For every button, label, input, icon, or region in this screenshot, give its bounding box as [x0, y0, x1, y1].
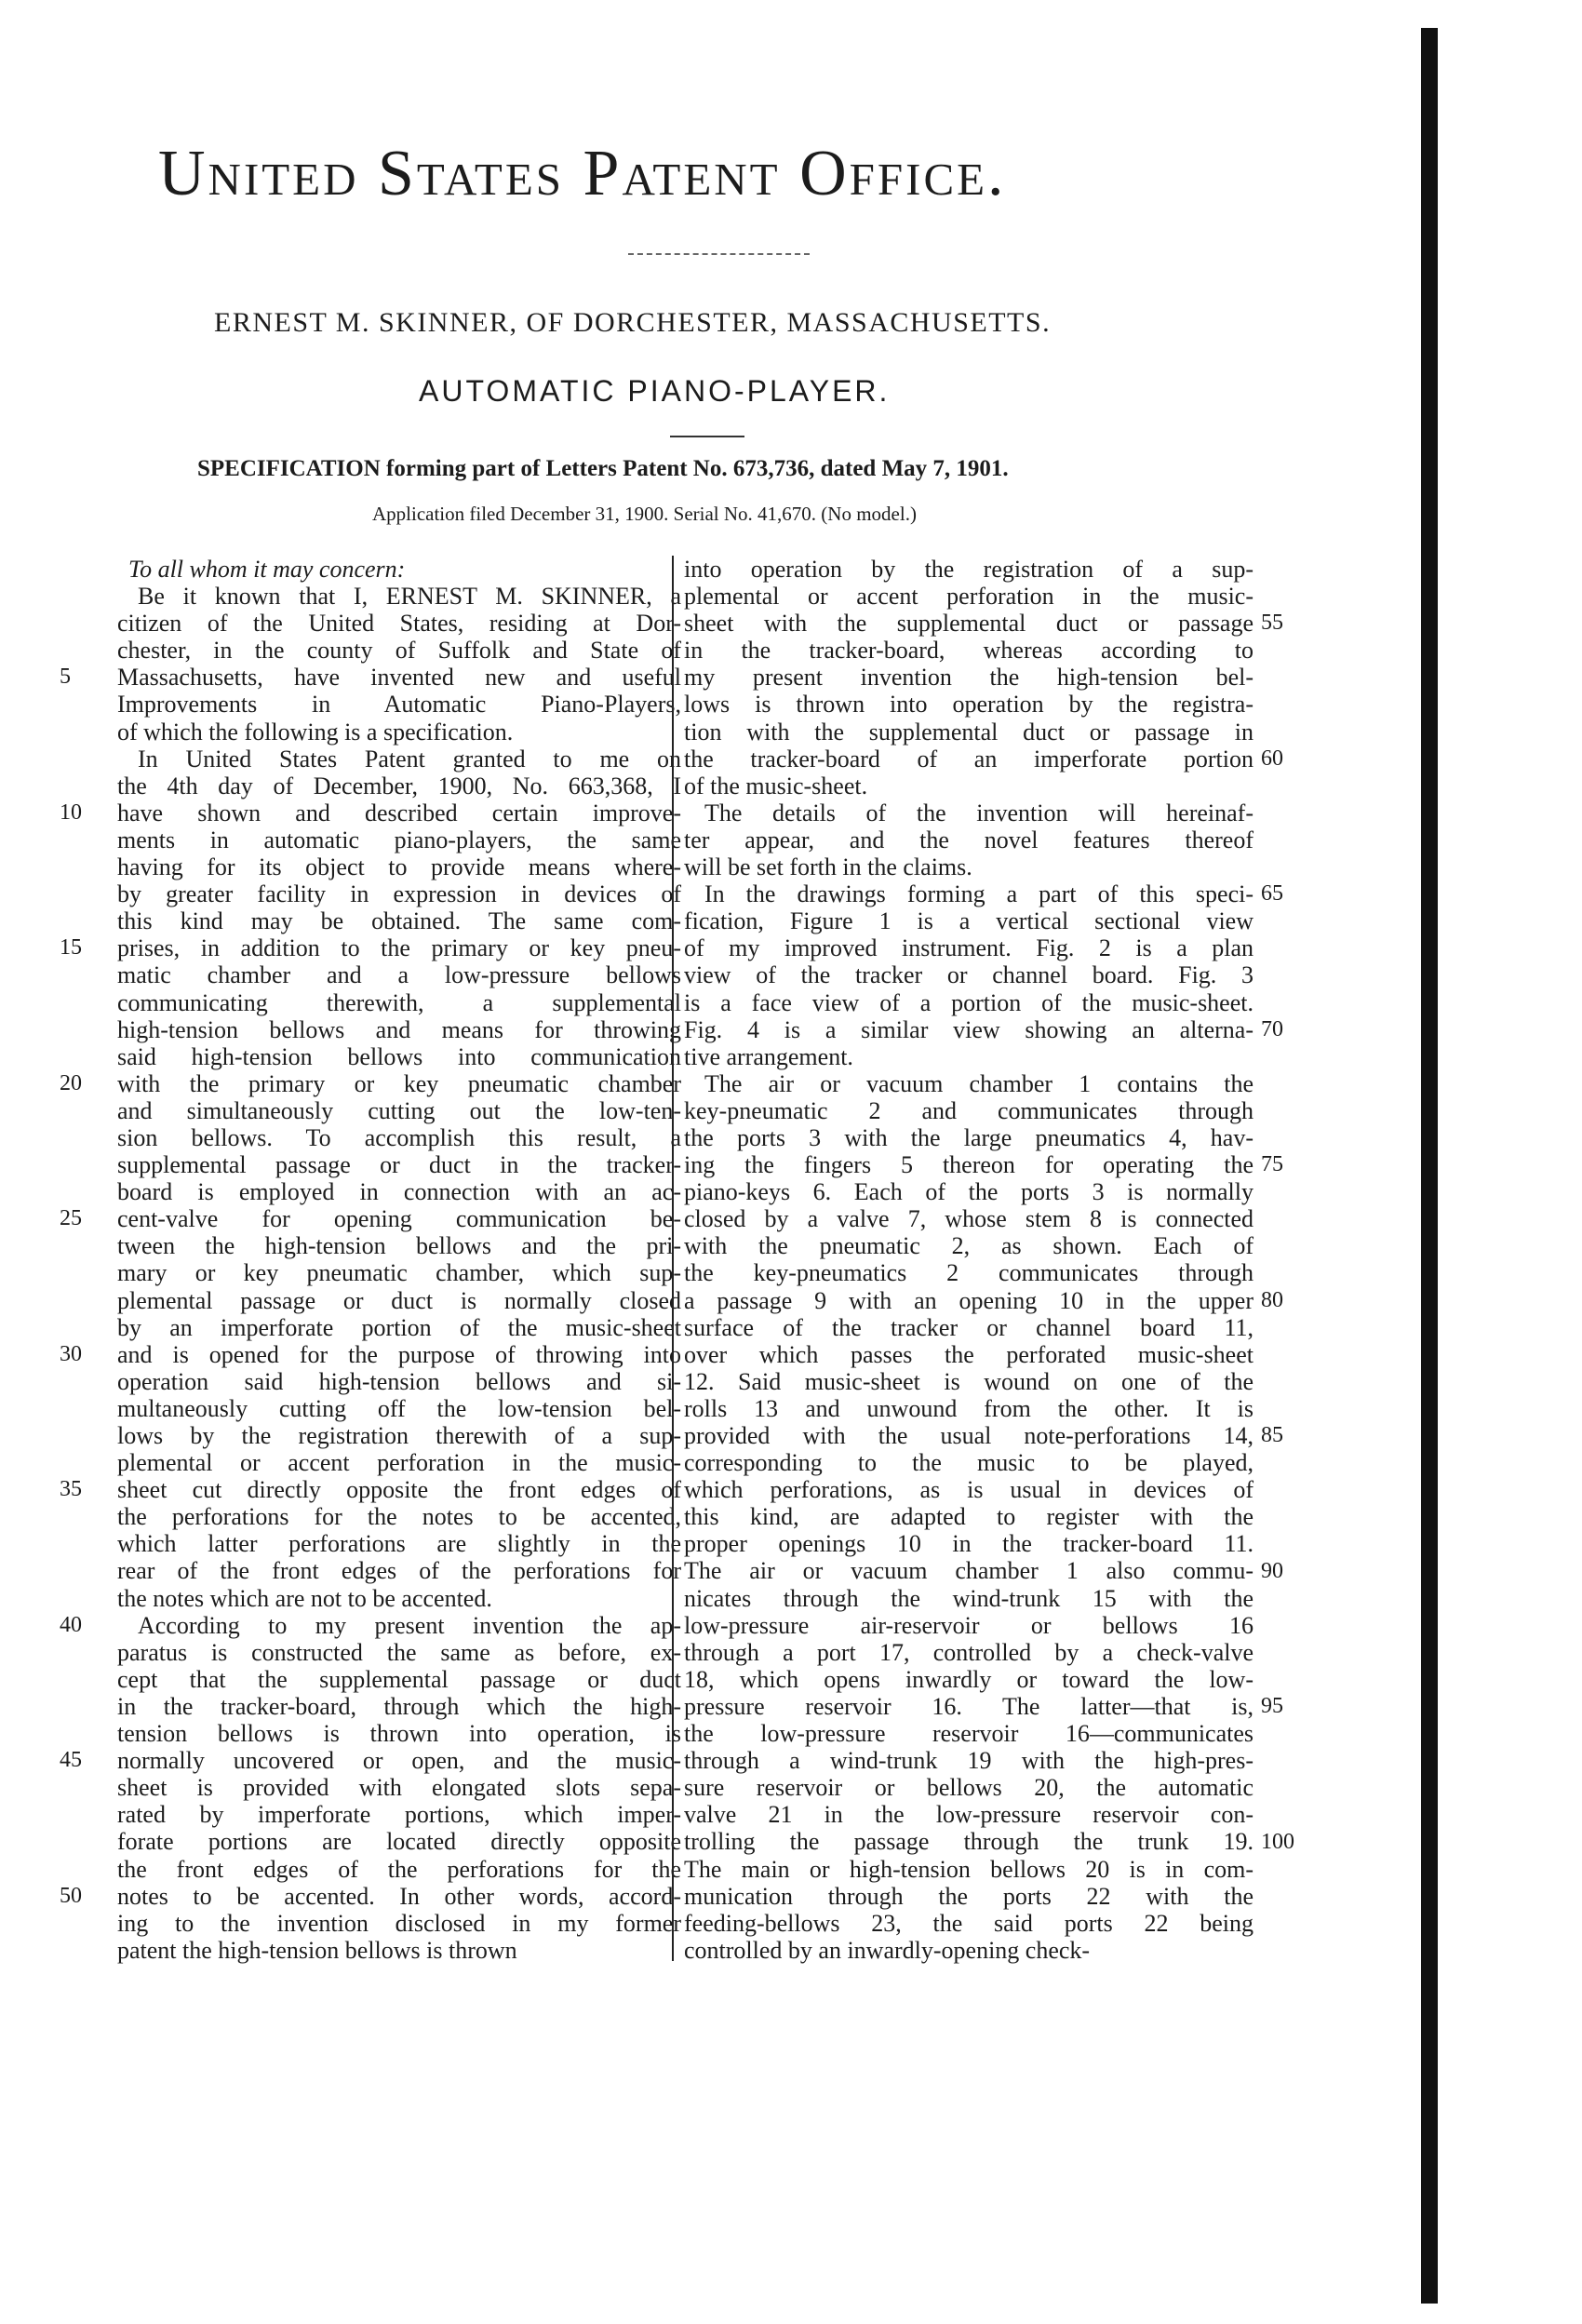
text-line: having for its object to provide means where- [117, 853, 681, 881]
text-line: paratus is constructed the same as before, ex- [117, 1638, 681, 1666]
text-line: cent-valve for opening communication be- [117, 1205, 681, 1233]
text-line: into operation by the registration of a sup- [684, 556, 1254, 583]
text-line: The air or vacuum chamber 1 contains the [704, 1069, 1254, 1097]
text-line: ing to the invention disclosed in my former [117, 1909, 681, 1937]
text-line: and is opened for the purpose of throwing into [117, 1340, 681, 1368]
text-line: operation said high-tension bellows and si- [117, 1367, 681, 1395]
header-divider [670, 436, 744, 437]
text-line: piano-keys 6. Each of the ports 3 is normally [684, 1178, 1254, 1206]
text-line: sheet with the supplemental duct or passage [684, 610, 1254, 638]
text-line: To all whom it may concern: [128, 556, 406, 583]
line-number: 85 [1261, 1423, 1283, 1448]
text-line: through a port 17, controlled by a check-valve [684, 1638, 1254, 1666]
text-line: the perforations for the notes to be accented, [117, 1503, 681, 1531]
text-line: of my improved instrument. Fig. 2 is a plan [684, 934, 1254, 962]
text-line: surface of the tracker or channel board 11, [684, 1313, 1254, 1341]
text-line: According to my present invention the ap- [138, 1611, 681, 1639]
text-line: pressure reservoir 16. The latter—that is, [684, 1692, 1254, 1720]
line-number: 90 [1261, 1558, 1283, 1583]
text-line: fication, Figure 1 is a vertical sectional view [684, 907, 1254, 935]
line-number: 30 [60, 1341, 82, 1366]
text-line: communicating therewith, a supplemental [117, 988, 681, 1016]
text-line: valve 21 in the low-pressure reservoir con- [684, 1801, 1254, 1829]
line-number: 95 [1261, 1694, 1283, 1719]
text-line: notes to be accented. In other words, accord- [117, 1882, 681, 1910]
text-line: tive arrangement. [684, 1042, 853, 1070]
text-line: with the primary or key pneumatic chamber [117, 1069, 681, 1097]
text-line: tion with the supplemental duct or passage in [684, 718, 1254, 746]
text-line: multaneously cutting off the low-tension bel- [117, 1394, 681, 1422]
specification-line: SPECIFICATION forming part of Letters Patent No. 673,736, dated May 7, 1901. [197, 456, 1009, 481]
invention-title: AUTOMATIC PIANO-PLAYER. [419, 374, 891, 408]
text-line: this kind, are adapted to register with the [684, 1503, 1254, 1531]
title-divider [628, 253, 810, 255]
line-number: 55 [1261, 611, 1283, 636]
text-line: sion bellows. To accomplish this result, a [117, 1123, 681, 1151]
text-line: tween the high-tension bellows and the pri- [117, 1232, 681, 1260]
text-line: the low-pressure reservoir 16—communicates [684, 1720, 1254, 1748]
column-divider [672, 556, 674, 1961]
right-text-column [684, 556, 1254, 1964]
text-line: rear of the front edges of the perforations for [117, 1557, 681, 1585]
text-line: 18, which opens inwardly or toward the low- [684, 1665, 1254, 1693]
line-number: 75 [1261, 1152, 1283, 1177]
text-line: view of the tracker or channel board. Fig. 3 [684, 961, 1254, 989]
text-line: plemental or accent perforation in the music- [117, 1449, 681, 1477]
line-number: 100 [1261, 1829, 1294, 1854]
text-line: the tracker-board of an imperforate portion [684, 745, 1254, 772]
text-line: this kind may be obtained. The same com- [117, 907, 681, 935]
text-line: a passage 9 with an opening 10 in the upper [684, 1286, 1254, 1314]
text-line: patent the high-tension bellows is thrown [117, 1936, 517, 1964]
text-line: the ports 3 with the large pneumatics 4, hav- [684, 1123, 1254, 1151]
text-line: citizen of the United States, residing at Dor- [117, 610, 681, 638]
text-line: low-pressure air-reservoir or bellows 16 [684, 1611, 1254, 1639]
text-line: supplemental passage or duct in the tracker- [117, 1151, 681, 1179]
line-number: 60 [1261, 746, 1283, 771]
text-line: by greater facility in expression in devices of [117, 880, 681, 908]
application-line: Application filed December 31, 1900. Serial No. 41,670. (No model.) [372, 503, 917, 525]
text-line: mary or key pneumatic chamber, which sup- [117, 1259, 681, 1287]
text-line: the notes which are not to be accented. [117, 1584, 492, 1612]
left-text-column [117, 556, 681, 1964]
text-line: the 4th day of December, 1900, No. 663,368, I [117, 772, 681, 799]
text-line: corresponding to the music to be played, [684, 1449, 1254, 1477]
line-number: 25 [60, 1206, 82, 1231]
line-number: 20 [60, 1070, 82, 1095]
line-number: 10 [60, 799, 82, 825]
text-line: provided with the usual note-perforations 14, [684, 1422, 1254, 1449]
text-line: Fig. 4 is a similar view showing an alterna- [684, 1015, 1254, 1043]
text-line: In the drawings forming a part of this speci- [704, 880, 1254, 908]
text-line: lows by the registration therewith of a sup- [117, 1422, 681, 1449]
scan-edge-bar [1421, 28, 1438, 2304]
text-line: the key-pneumatics 2 communicates through [684, 1259, 1254, 1287]
text-line: lows is thrown into operation by the registra- [684, 691, 1254, 719]
text-line: Improvements in Automatic Piano-Players, [117, 691, 681, 719]
line-number: 40 [60, 1612, 82, 1637]
text-line: my present invention the high-tension bel- [684, 664, 1254, 692]
line-number: 50 [60, 1883, 82, 1908]
text-line: the front edges of the perforations for the [117, 1855, 681, 1883]
text-line: over which passes the perforated music-sheet [684, 1340, 1254, 1368]
text-line: sheet cut directly opposite the front edges of [117, 1476, 681, 1504]
text-line: forate portions are located directly opposite [117, 1828, 681, 1856]
text-line: rolls 13 and unwound from the other. It is [684, 1394, 1254, 1422]
line-number: 80 [1261, 1287, 1283, 1312]
text-line: 12. Said music-sheet is wound on one of the [684, 1367, 1254, 1395]
text-line: with the pneumatic 2, as shown. Each of [684, 1232, 1254, 1260]
text-line: which latter perforations are slightly in the [117, 1530, 681, 1558]
text-line: of which the following is a specification. [117, 718, 514, 746]
text-line: prises, in addition to the primary or key pneu- [117, 934, 681, 962]
text-line: in the tracker-board, through which the high- [117, 1692, 681, 1720]
text-line: board is employed in connection with an ac- [117, 1178, 681, 1206]
text-line: ter appear, and the novel features thereof [684, 826, 1254, 853]
text-line: is a face view of a portion of the music-sheet. [684, 988, 1254, 1016]
text-line: cept that the supplemental passage or duct [117, 1665, 681, 1693]
text-line: sure reservoir or bellows 20, the automatic [684, 1774, 1254, 1802]
text-line: and simultaneously cutting out the low-ten- [117, 1096, 681, 1124]
text-line: through a wind-trunk 19 with the high-pres- [684, 1747, 1254, 1775]
text-line: closed by a valve 7, whose stem 8 is connected [684, 1205, 1254, 1233]
text-line: Massachusetts, have invented new and useful [117, 664, 681, 692]
text-line: plemental or accent perforation in the music- [684, 583, 1254, 611]
office-title: United States Patent Office. [158, 138, 1007, 209]
text-line: nicates through the wind-trunk 15 with the [684, 1584, 1254, 1612]
text-line: The details of the invention will hereinaf- [704, 799, 1254, 826]
text-line: by an imperforate portion of the music-sheet [117, 1313, 681, 1341]
text-line: of the music-sheet. [684, 772, 868, 799]
line-number: 65 [1261, 881, 1283, 907]
text-line: tension bellows is thrown into operation, is [117, 1720, 681, 1748]
text-line: feeding-bellows 23, the said ports 22 being [684, 1909, 1254, 1937]
text-line: ing the fingers 5 thereon for operating the [684, 1151, 1254, 1179]
text-line: sheet is provided with elongated slots sepa- [117, 1774, 681, 1802]
text-line: matic chamber and a low-pressure bellows [117, 961, 681, 989]
text-line: rated by imperforate portions, which imper- [117, 1801, 681, 1829]
line-number: 15 [60, 935, 82, 960]
text-line: controlled by an inwardly-opening check- [684, 1936, 1091, 1964]
text-line: have shown and described certain improve- [117, 799, 681, 826]
line-number: 5 [60, 665, 71, 690]
inventor-line: ERNEST M. SKINNER, OF DORCHESTER, MASSACHUSETTS. [214, 307, 1052, 338]
text-line: In United States Patent granted to me on [138, 745, 681, 772]
text-line: proper openings 10 in the tracker-board 11. [684, 1530, 1254, 1558]
text-line: trolling the passage through the trunk 19. [684, 1828, 1254, 1856]
text-line: The main or high-tension bellows 20 is in com- [684, 1855, 1254, 1883]
line-number: 45 [60, 1748, 82, 1773]
text-line: plemental passage or duct is normally closed [117, 1286, 681, 1314]
text-line: in the tracker-board, whereas according to [684, 637, 1254, 665]
text-line: high-tension bellows and means for throwing [117, 1015, 681, 1043]
line-number: 70 [1261, 1016, 1283, 1041]
text-line: munication through the ports 22 with the [684, 1882, 1254, 1910]
text-line: key-pneumatic 2 and communicates through [684, 1096, 1254, 1124]
line-number: 35 [60, 1477, 82, 1502]
text-line: said high-tension bellows into communication [117, 1042, 681, 1070]
text-line: Be it known that I, ERNEST M. SKINNER, a [138, 583, 681, 611]
text-line: chester, in the county of Suffolk and State of [117, 637, 681, 665]
text-line: which perforations, as is usual in devices of [684, 1476, 1254, 1504]
text-line: will be set forth in the claims. [684, 853, 972, 881]
text-line: The air or vacuum chamber 1 also commu- [684, 1557, 1254, 1585]
text-line: ments in automatic piano-players, the same [117, 826, 681, 853]
text-line: normally uncovered or open, and the music- [117, 1747, 681, 1775]
